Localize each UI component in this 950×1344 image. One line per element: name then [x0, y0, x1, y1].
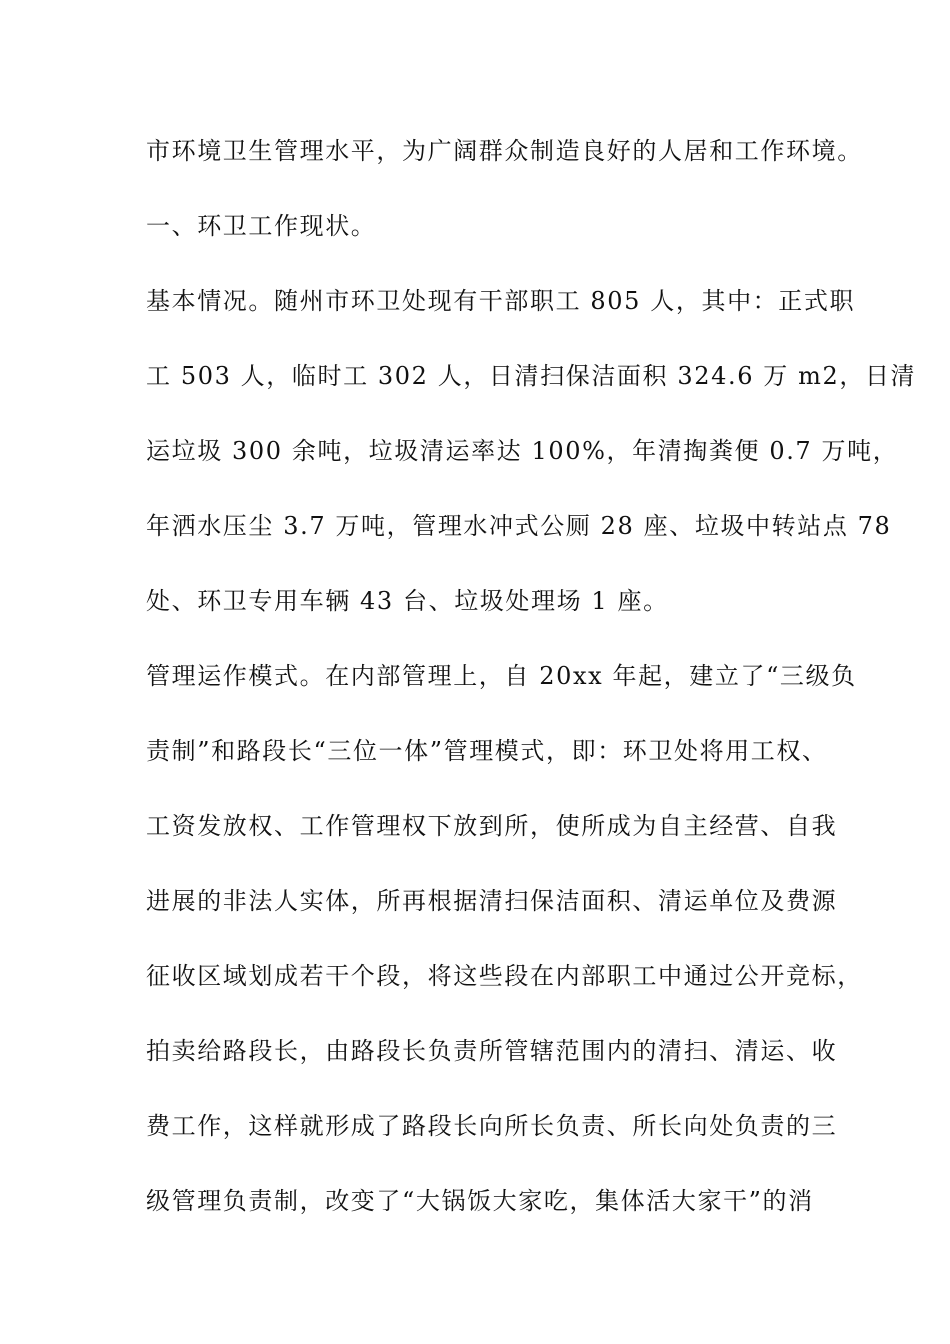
text-line: 级管理负责制，改变了“大锅饭大家吃，集体活大家干”的消 — [146, 1187, 814, 1215]
text-line: 进展的非法人实体，所再根据清扫保洁面积、清运单位及费源 — [146, 887, 838, 915]
text-line: 拍卖给路段长，由路段长负责所管辖范围内的清扫、清运、收 — [146, 1037, 838, 1065]
text-line: 费工作，这样就形成了路段长向所长负责、所长向处负责的三 — [146, 1112, 838, 1140]
text-line: 征收区域划成若干个段，将这些段在内部职工中通过公开竞标， — [146, 962, 863, 990]
text-line: 管理运作模式。在内部管理上，自 20xx 年起，建立了“三级负 — [146, 662, 857, 690]
text-line: 工资发放权、工作管理权下放到所，使所成为自主经营、自我 — [146, 812, 838, 840]
text-line: 市环境卫生管理水平，为广阔群众制造良好的人居和工作环境。 — [146, 137, 863, 165]
text-line: 工 503 人，临时工 302 人，日清扫保洁面积 324.6 万 m2，日清 — [146, 362, 917, 390]
text-line: 运垃圾 300 余吨，垃圾清运率达 100%，年清掏粪便 0.7 万吨， — [146, 437, 899, 465]
text-line: 处、环卫专用车辆 43 台、垃圾处理场 1 座。 — [146, 587, 669, 615]
document-body — [146, 128, 917, 1253]
text-line: 基本情况。随州市环卫处现有干部职工 805 人，其中：正式职 — [146, 287, 856, 315]
text-line: 年洒水压尘 3.7 万吨，管理水冲式公厕 28 座、垃圾中转站点 78 — [146, 512, 892, 540]
text-line: 责制”和路段长“三位一体”管理模式，即：环卫处将用工权、 — [146, 737, 828, 765]
section-heading: 一、环卫工作现状。 — [146, 212, 377, 240]
